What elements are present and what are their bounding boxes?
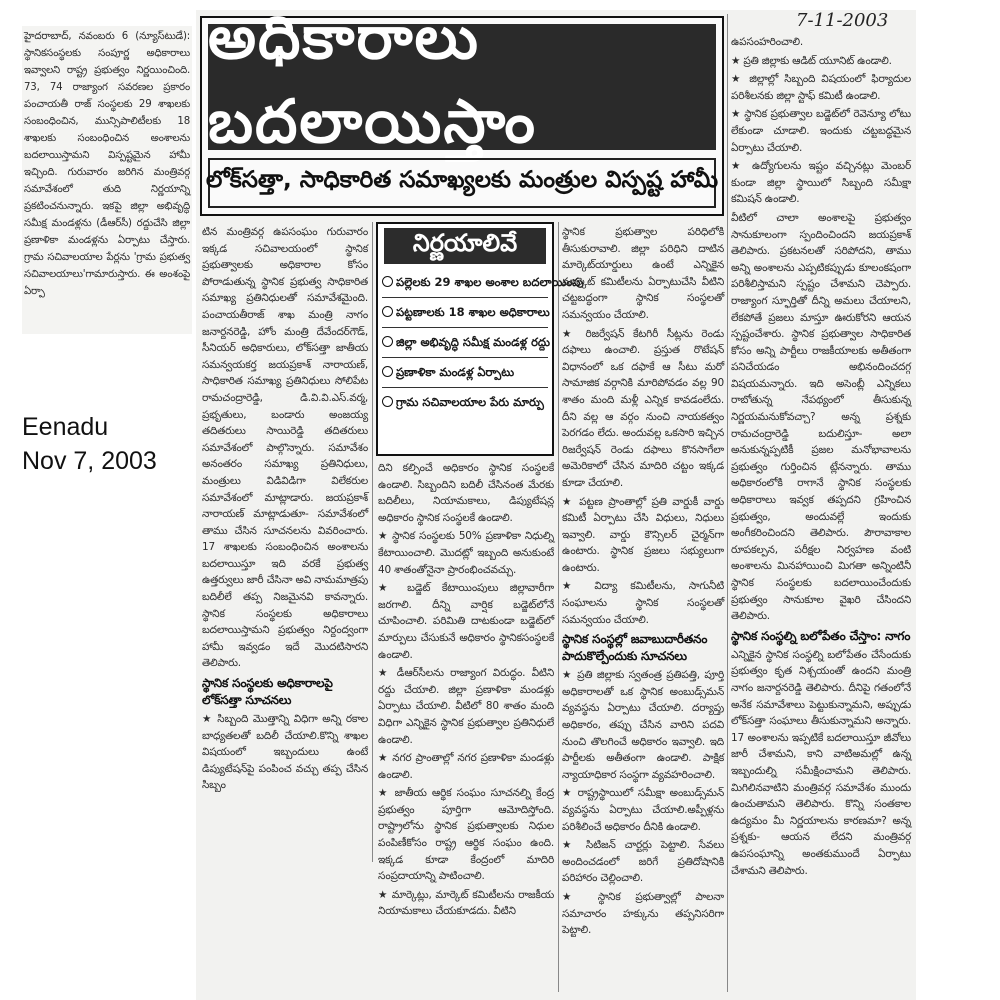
- headline-main: అధికారాలు బదలాయిస్తాం: [208, 24, 716, 150]
- caption-date: Nov 7, 2003: [22, 447, 157, 475]
- column-4-para: ఉపసంహరించాలి.: [731, 36, 803, 48]
- column-4-para: ★ ప్రతి జిల్లాకు ఆడిట్‌ యూనిట్‌ ఉండాలి.: [731, 54, 892, 67]
- decisions-box: [376, 222, 584, 456]
- decision-item: జిల్లా అభివృద్ధి సమీక్ష మండళ్ల రద్దు: [382, 328, 548, 358]
- decision-item: గ్రామ సచివాలయాల పేరు మార్పు: [382, 388, 548, 417]
- column-4-para: ఎన్నికైన స్థానిక సంస్థల్ని బలోపేతం చేసేందుకు ప్రభుత్వం కృత నిశ్చయంతో ఉందని మంత్రి నాగం జనార్దనరెడ్డి తెలిపారు. దీనిపై గతంలోనే అనేక సమావేశాలు పెట్టుకున్నామని, అప్పుడు లోక్‌సత్తా సంఘాలు తీసుకున్నామని అన్నారు. 17 అంశాలను ఇప్పటికే బదలాయిస్తూ జీవోలు జారీ చేశామని, కాని వాటిఅమల్లో ఉన్న ఇబ్బందుల్ని సమీక్షించామని తెలిపారు. మిగిలినవాటిని మంత్రివర్గ సమావేశం ముందు ఉంచుతామని తెలిపారు. కొన్ని సంతకాల ఉద్యమం మీ నిర్ణయాలను కారణమా? అన్న ప్రశ్నకు- ఆయన లేదని మంత్రివర్గ ఉపసంఘాన్ని అంతకుముందే ఏర్పాటు చేశామని తెలిపారు.: [731, 648, 911, 877]
- column-4-para: ★ జిల్లాల్లో సిబ్బంది విషయంలో ఫిర్యాదుల పరిశీలనకు జిల్లా స్టాఫ్‌ కమిటీ ఉండాలి.: [731, 73, 911, 102]
- decision-item: పట్టణాలకు 18 శాఖల అధికారాలు: [382, 298, 548, 328]
- clipping-caption: [22, 410, 157, 478]
- column-rule: [727, 14, 728, 992]
- article-column-4: [731, 34, 911, 996]
- circle-bullet-icon: [382, 396, 393, 407]
- column-3-para: ★ రాష్ట్రస్థాయిలో సమీక్షా అంబుడ్స్‌మన్‌ వ్యవస్థను ఏర్పాటు చేయాలి.అప్పీళ్లను పరిశీలించే అధికారం దీనికి ఉండాలి.: [562, 787, 724, 833]
- column-4-para: ★ స్థానిక ప్రభుత్వాల బడ్జెట్‌లో రెవెన్యూ లోటు లేకుండా చూడాలి. ఇందుకు చట్టబద్ధమైన ఏర్పాటు చేయాలి.: [731, 108, 911, 154]
- column-2-para: ★ డీఆర్‌సీలను రాజ్యాంగ విరుద్ధం. వీటిని రద్దు చేయాలి. జిల్లా ప్రణాళికా మండళ్లు ఏర్పాటు చేయాలి. వీటిలో 80 శాతం మంది విధిగా ఎన్నికైన స్థానిక ప్రభుత్వాల ప్రతినిధులే ఉండాలి.: [378, 667, 554, 746]
- caption-source: Eenadu: [22, 413, 109, 441]
- date-stamp: 7-11-2003: [796, 10, 889, 31]
- column-1-bullet: ★ సిబ్బంది మొత్తాన్ని విధిగా అన్ని రకాల బాధ్యతలతో బదిలీ చేయాలి.కొన్ని శాఖల విషయంలో ఇబ్బందులు ఉంటే డిప్యుటేషన్‌పై పంపించ వచ్చు తప్ప చేసిన సిబ్బం: [202, 713, 368, 792]
- column-3-para: ★ ప్రతి జిల్లాకు స్వతంత్ర ప్రతిపత్తి, పూర్తి అధికారాలతో ఒక స్థానిక అంబుడ్స్‌మన్‌ వ్యవస్థను ఏర్పాటు చేయాలి. దర్యాప్తు అధికారం, తప్పు చేసిన వారిని పదవి నుంచి తొలగించే అధికారం ఇవ్వాలి. ఇది పార్టీలకు అతీతంగా ఉండాలి. పాక్షిక న్యాయాధికార సంస్థగా వ్యవహరించాలి.: [562, 669, 724, 781]
- column-4-para: వీటిలో చాలా అంశాలపై ప్రభుత్వం సానుకూలంగా స్పందించిందని జయప్రకాశ్‌ తెలిపారు. ప్రకటనలతో సరిపోదని, తాము అన్ని అంశాలను ఎప్పటికప్పుడు కూలంకషంగా పరిశీలిస్తామని స్పష్టం చేశామని చెప్పారు. రాజ్యాంగ స్ఫూర్తితో దీన్ని అమలు చేయాలని, లేకపోతే ప్రజలు మాస్తూ ఊరుకోరని ఆయన స్పష్టంచేశారు. స్థానిక ప్రభుత్వాల సాధికారిత కోసం అన్ని పార్టీలు రాజకీయాలకు అతీతంగా పనిచేయడం అభినందించదగ్గ విషయమన్నారు. ఇది అసెంబ్లీ ఎన్నికలు రాబోతున్న నేపథ్యంలో తీసుకున్న నిర్ణయమనుకోవచ్చా? అన్న ప్రశ్నకు రామచంద్రారెడ్డి బదులిస్తూ- అలా అనుకున్నప్పటికీ ప్రజల మనోభావాలను ప్రభుత్వం గుర్తించిన ట్లేనన్నారు. తాము అధికారంలోకి రాగానే స్థానిక సంస్థలకు అధికారాలు ఇవ్వక తప్పదని గ్రహించిన ప్రభుత్వం, అందువల్లే ఇందుకు అంగీకరించిందని తెలిపారు. పౌరావాకాల రూపకల్పన, పరీక్షల నిర్వహణ వంటి అంశాలను మినహాయించి మిగతా అన్నింటినీ స్థానిక సంస్థలకు బదలాయించేందుకు ప్రభుత్వం సానుకూల వైఖరి చేసిందని తెలిపారు.: [731, 211, 911, 623]
- column-rule: [558, 222, 559, 992]
- column-rule: [372, 222, 373, 862]
- decision-item: ప్రణాళికా మండళ్ల ఏర్పాటు: [382, 358, 548, 388]
- column-2-para: ★ బడ్జెట్‌ కేటాయింపులు జిల్లావారీగా జరగాలి. దీన్ని వార్షిక బడ్జెట్‌లోనే చూపించాలి. పరిమితి దాటకుండా బడ్జెట్‌లో మార్పులు చేసుకునే అధికారం స్థానికసంస్థలకే ఉండాలి.: [378, 582, 554, 661]
- decisions-list: [378, 268, 584, 417]
- column-3-para: ★ పట్టణ ప్రాంతాల్లో ప్రతి వార్డుకీ వార్డు కమిటీ ఏర్పాటు చేసి విధులు, నిధులు ఇవ్వాలి. వార్డు కౌన్సిలర్‌ చైర్మన్‌గా ఉంటారు. స్థానిక ప్రజలు సభ్యులుగా ఉంటారు.: [562, 495, 724, 574]
- column-3-subhead: స్థానిక సంస్థల్లో జవాబుదారీతనం పాదుకొల్పేందుకు సూచనలు: [562, 632, 708, 664]
- column-2-para: ★ స్థానిక సంస్థలకు 50% ప్రణాళికా నిధుల్ని కేటాయించాలి. మొదట్లో ఇబ్బంది అనుకుంటే 40 శాతంతోనైనా ప్రారంభించవచ్చు.: [378, 530, 554, 576]
- decisions-title: నిర్ణయాలివే: [384, 228, 546, 264]
- article-column-2: [378, 460, 554, 996]
- column-2-para: ★ మార్కెట్లు, మార్కెట్‌ కమిటీలను రాజకీయ నియామకాలు చేయకూడదు. వీటిని: [378, 888, 554, 918]
- left-article-clip: [22, 26, 192, 334]
- left-clip-text: హైదరాబాద్‌, నవంబరు 6 (న్యూస్‌టుడే): స్థానికసంస్థలకు సంపూర్ణ అధికారాలు ఇవ్వాలని రాష్ట్ర ప్రభుత్వం నిర్ణయించింది. 73, 74 రాజ్యాంగ సవరణల ప్రకారం పంచాయతీ రాజ్‌ సంస్థలకు 29 శాఖలకు సంబంధించిన, మున్సిపాలిటీలకు 18 శాఖలకు సంబంధించిన అంశాలను బదలాయిస్తామని విస్పష్టమైన హామీ ఇచ్చింది. గురువారం జరిగిన మంత్రివర్గ సమావేశంలో తుది నిర్ణయాన్ని ప్రకటించనున్నారు. ఇకపై జిల్లా అభివృద్ధి సమీక్ష మండళ్లను (డీఆర్‌సీ) రద్దుచేసి జిల్లా ప్రణాళికా మండళ్లను ఏర్పాటు చేస్తారు. గ్రామ సచివాలయాల పేర్లను 'గ్రామ ప్రభుత్వ సచివాలయాలు'గామారుస్తారు. ఈ అంశంపై ఏర్పా: [24, 31, 190, 297]
- column-1-body: టిన మంత్రివర్గ ఉపసంఘం గురువారం ఇక్కడ సచివాలయంలో స్థానిక ప్రభుత్వాలకు అధికారాల కోసం పోరాడుతున్న స్థానిక ప్రభుత్వ సాధికారిత సమాఖ్య ప్రతినిధులతో సమావేశమైంది. పంచాయతీరాజ్‌ శాఖ మంత్రి నాగం జనార్దనరెడ్డి, హోం మంత్రి దేవేందర్‌గౌడ్‌, సీనియర్‌ అధికారులు, లోక్‌సత్తా జాతీయ సమన్వయకర్త జయప్రకాశ్‌ నారాయణ్‌, సాధికారిత సమాఖ్య ప్రతినిధులు సోలిపేట రామచంద్రారెడ్డి, డి.వి.వి.ఎస్‌.వర్మ, ప్రభృతులు, బండారు అంజయ్య తదితరులు సాయిరెడ్డి తదితరులు సమావేశంలో పాల్గొన్నారు. సమావేశం అనంతరం సమాఖ్య ప్రతినిధులు, మంత్రులు విడివిడిగా విలేకరుల సమావేశంలో మాట్లాడారు. జయప్రకాశ్‌ నారాయణ్‌ మాట్లాడుతూ- సమావేశంలో తాము చేసిన సూచనలను వివరించారు. 17 శాఖలకు సంబంధించిన అంశాలను బదలాయిస్తూ ఇది వరకే ప్రభుత్వ ఉత్తర్వులు జారీ చేసినా అవి నామమాత్రపు బదిలీలే తప్ప నిజమైనవి కావన్నారు. స్థానిక సంస్థలకు అధికారాలు బదలాయిస్తామని ప్రభుత్వం నిర్దంద్వంగా హామీ ఇవ్వడం ఇదే మొదటిసారని తెలిపారు.: [202, 226, 368, 670]
- circle-bullet-icon: [382, 276, 393, 287]
- column-1-subhead: స్థానిక సంస్థలకు అధికారాలపై లోక్‌సత్తా సూచనలు: [202, 676, 333, 708]
- decision-item: పల్లెలకు 29 శాఖల అంశాల బదలాయింపు: [382, 268, 548, 298]
- column-3-para: ★ విద్యా కమిటీలను, సాగునీటి సంఘాలను స్థానిక సంస్థలతో సమన్వయం చేయాలి.: [562, 580, 724, 626]
- headline-box: [200, 3, 724, 216]
- column-4-para: ★ ఉద్యోగులను ఇష్టం వచ్చినట్లు మెంబర్‌ కుండా జిల్లా స్థాయిలో సిబ్బంది సమీక్షా కమిషన్‌ ఉండాలి.: [731, 160, 911, 206]
- column-3-para: ★ సిటిజన్‌ చార్టర్లు పెట్టాలి. సేవలు అందించడంలో జరిగే ప్రతిదోషానికి పరిహారం చెల్లించాలి.: [562, 839, 724, 885]
- column-3-para: ★ స్థానిక ప్రభుత్వాల్లో పాలనా సమాచారం హక్కును తప్పనిసరిగా పెట్టాలి.: [562, 890, 724, 937]
- column-2-para: ★ నగర ప్రాంతాల్లో నగర ప్రణాళికా మండళ్లు ఉండాలి.: [378, 752, 554, 781]
- column-2-para: దిని కల్పించే అధికారం స్థానిక సంస్థలకే ఉండాలి. సిబ్బందిని బదిలీ చేసినంత మేరకు బదిలీలు, నియామకాలు, డిప్యుటేషన్ల అధికారం స్థానిక సంస్థలకే ఉండాలి.: [378, 462, 554, 524]
- article-column-3: [562, 224, 724, 996]
- column-2-para: ★ జాతీయ ఆర్థిక సంఘం సూచనల్ని కేంద్ర ప్రభుత్వం పూర్తిగా ఆమోదిస్తోంది. రాష్ట్రాలోను స్థానిక ప్రభుత్వాలకు నిధుల పంపిణీకోసం రాష్ట్ర ఆర్థిక సంఘం ఉంది. ఇక్కడ కూడా కేంద్రంలో మాదిరి సంప్రదాయాన్ని పాటించాలి.: [378, 787, 554, 883]
- article-column-1: [202, 224, 368, 864]
- column-3-para: ★ రిజర్వేషన్‌ కేటగిరీ సీట్లను రెండు దఫాలు ఉంచాలి. ప్రస్తుత రొటేషన్‌ విధానంలో ఒక దఫాకే ఆ సీటు మరో సామాజిక వర్గానికి మారిపోవడం వల్ల 90 శాతం మంది మళ్లీ ఎన్నిక కావడంలేదు. దీని వల్ల ఆ వర్గం నుంచి నాయకత్వం పెరగడం లేదు. అందువల్ల ఒకసారి ఇచ్చిన రిజర్వేషన్‌ రెండు దఫాలు కొనసాగేలా అమెరికాలో చేసిన మాదిరి చట్టం ఇక్కడ కూడా చేయాలి.: [562, 327, 724, 489]
- circle-bullet-icon: [382, 336, 393, 347]
- headline-subtitle: లోక్‌సత్తా, సాధికారిత సమాఖ్యలకు మంత్రుల విస్పష్ట హామీ: [208, 158, 716, 208]
- column-4-subhead: స్థానిక సంస్థల్ని బలోపేతం చేస్తాం: నాగం: [731, 628, 911, 643]
- column-3-para: స్థానిక ప్రభుత్వాల పరిధిలోకి తీసుకురావాలి. జిల్లా పరిధిని దాటిన మార్కెట్‌యార్డులు ఉంటే ఎన్నికైన మార్కెట్‌ కమిటీలను ఏర్పాటుచేసి వీటిని చట్టబద్ధంగా స్థానిక సంస్థలతో సమన్వయం చేయాలి.: [562, 226, 724, 321]
- circle-bullet-icon: [382, 366, 393, 377]
- circle-bullet-icon: [382, 306, 393, 317]
